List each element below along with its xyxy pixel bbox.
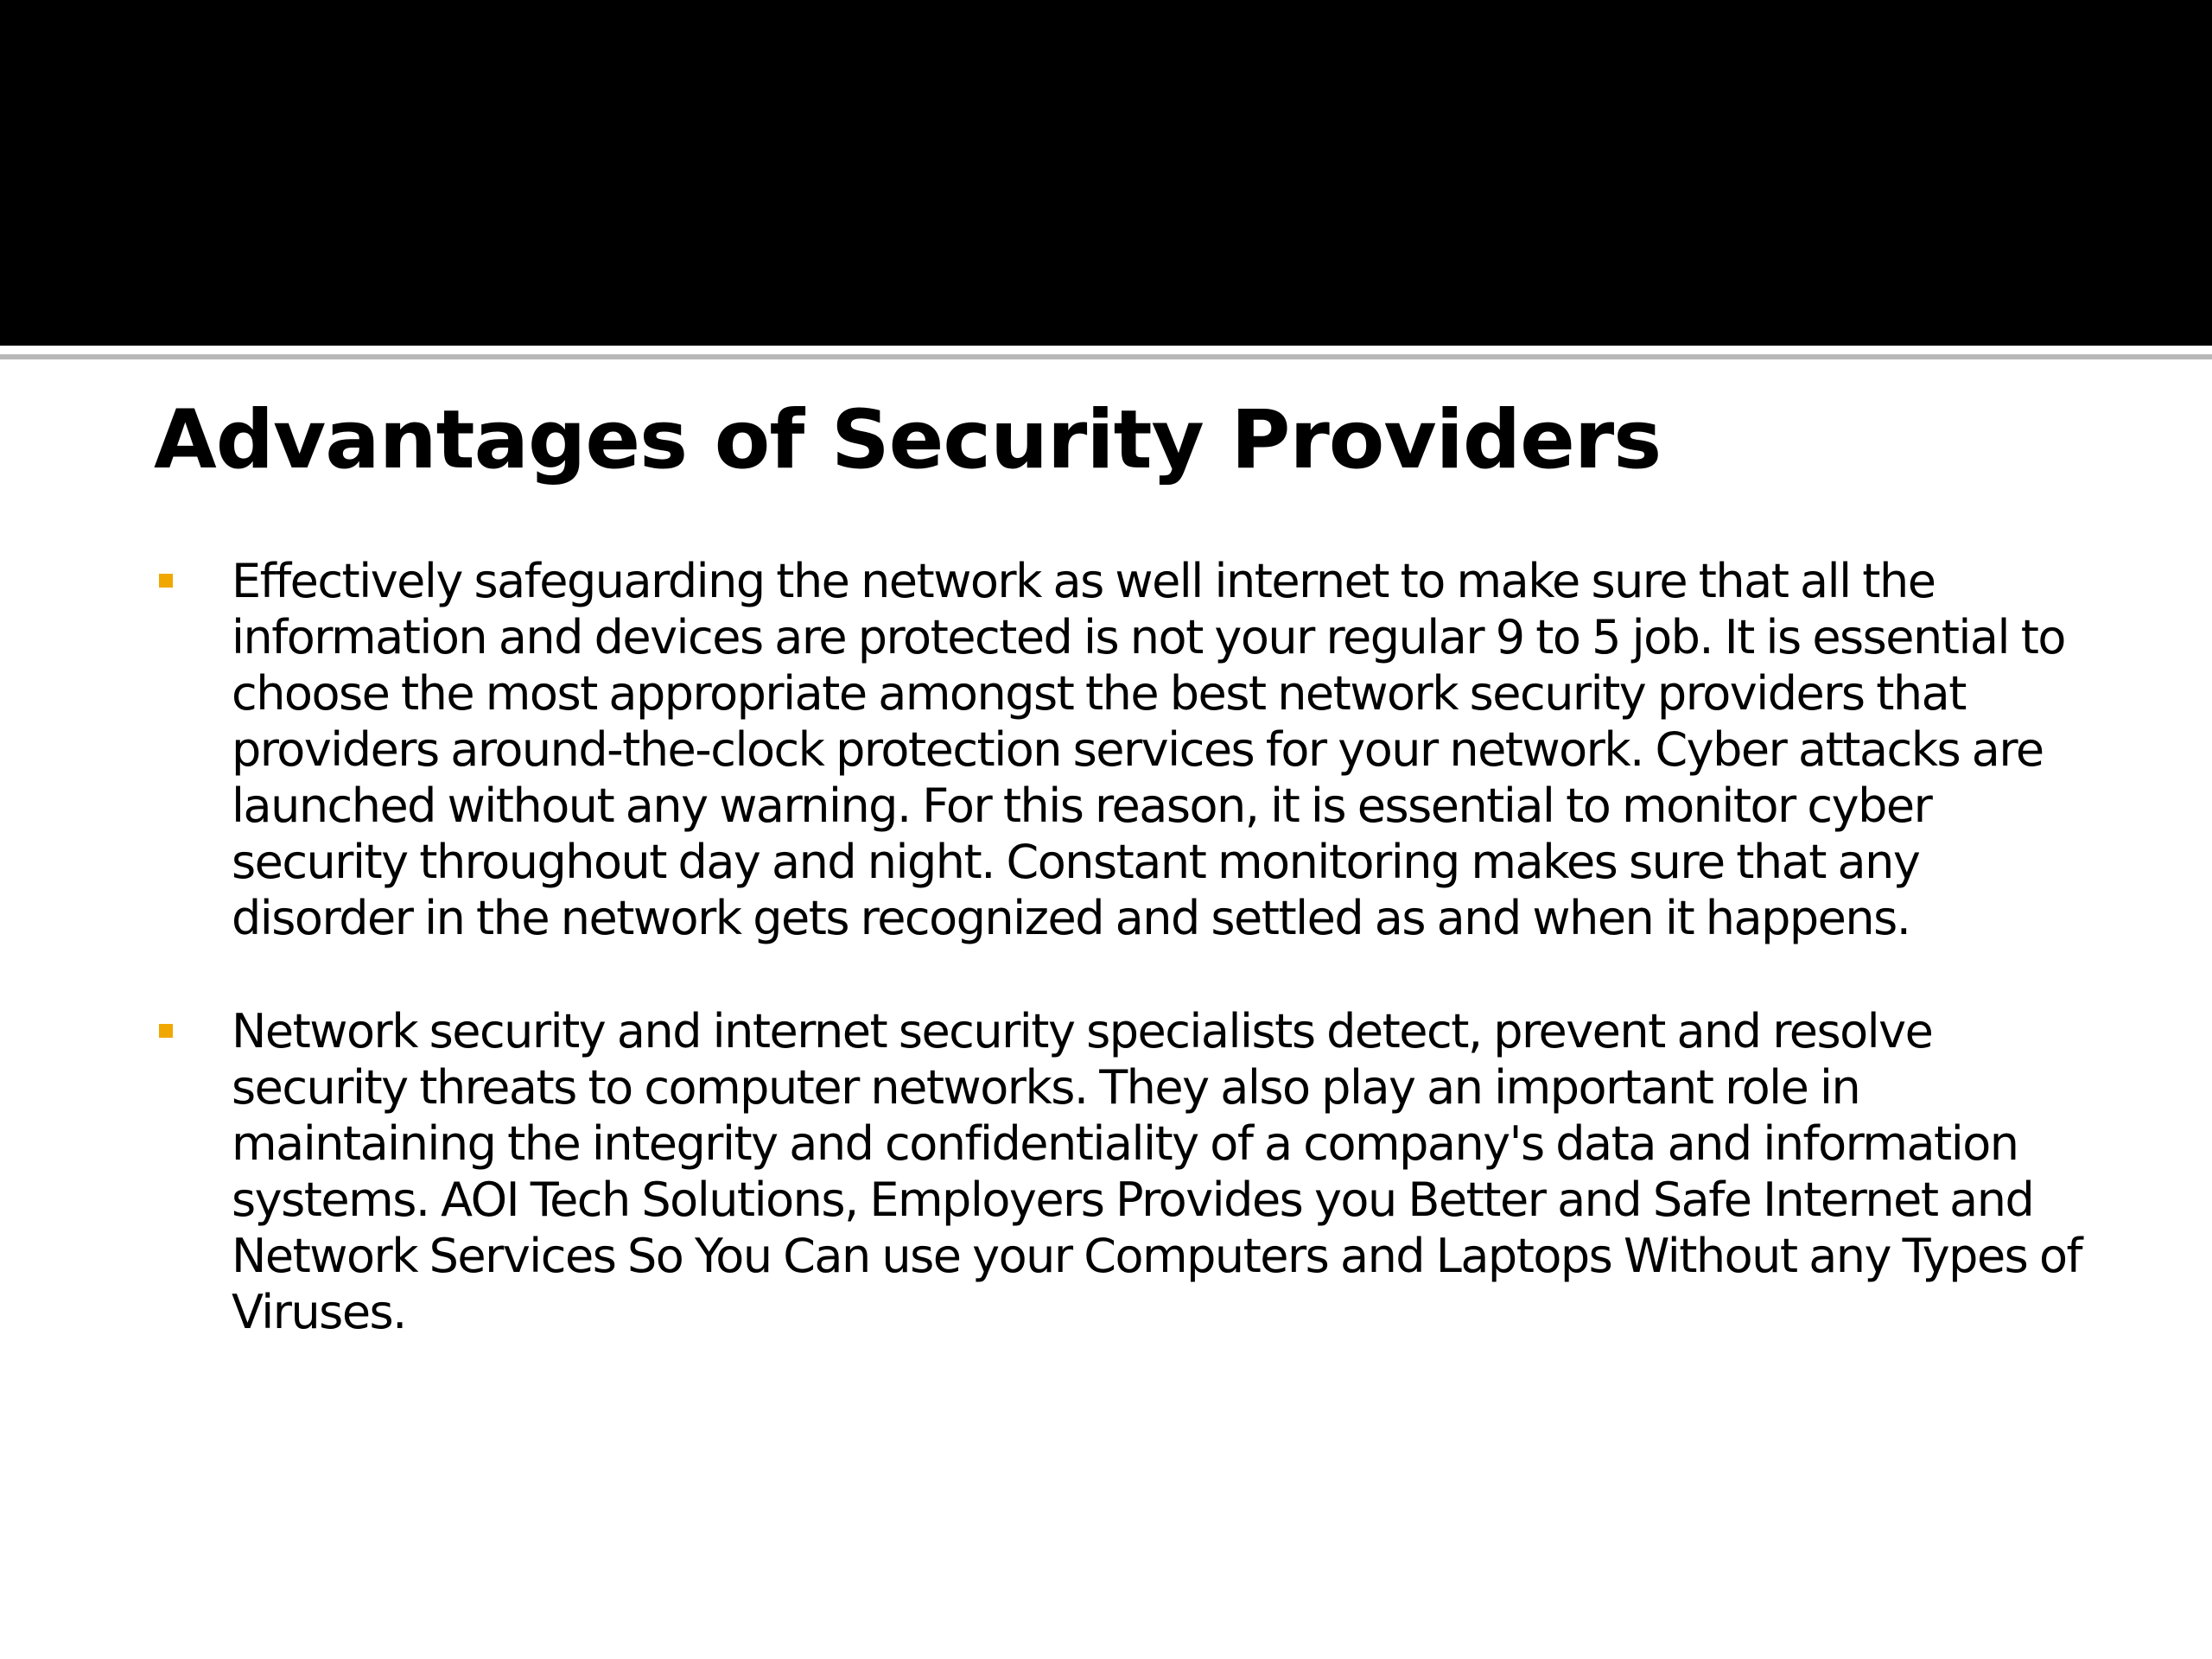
square-bullet-icon <box>159 1024 173 1038</box>
bullet-list <box>154 553 2089 1397</box>
header-band <box>0 0 2212 346</box>
square-bullet-icon <box>159 574 173 588</box>
slide-title: Advantages of Security Providers <box>154 393 1662 487</box>
bullet-text: Effectively safeguarding the network as well internet to make sure that all the information and devices are protected is not your regular 9 to 5 job. It is essential to choose the most appropriate amongst the best network security providers that providers around-the-clock protection services for your network. Cyber attacks are launched without any warning. For this reason, it is essential to monitor cyber security throughout day and night. Constant monitoring makes sure that any disorder in the network gets recognized and settled as and when it happens. <box>232 554 2065 945</box>
bullet-item <box>154 553 2089 946</box>
bullet-item <box>154 1003 2089 1340</box>
header-divider <box>0 354 2212 359</box>
bullet-text: Network security and internet security specialists detect, prevent and resolve security threats to computer networks. They also play an important role in maintaining the integrity and confidentiality of a company's data and information systems. AOI Tech Solutions, Employers Provides you Better and Safe Internet and Network Services So You Can use your Computers and Laptops Without any Types of Viruses. <box>232 1004 2082 1339</box>
